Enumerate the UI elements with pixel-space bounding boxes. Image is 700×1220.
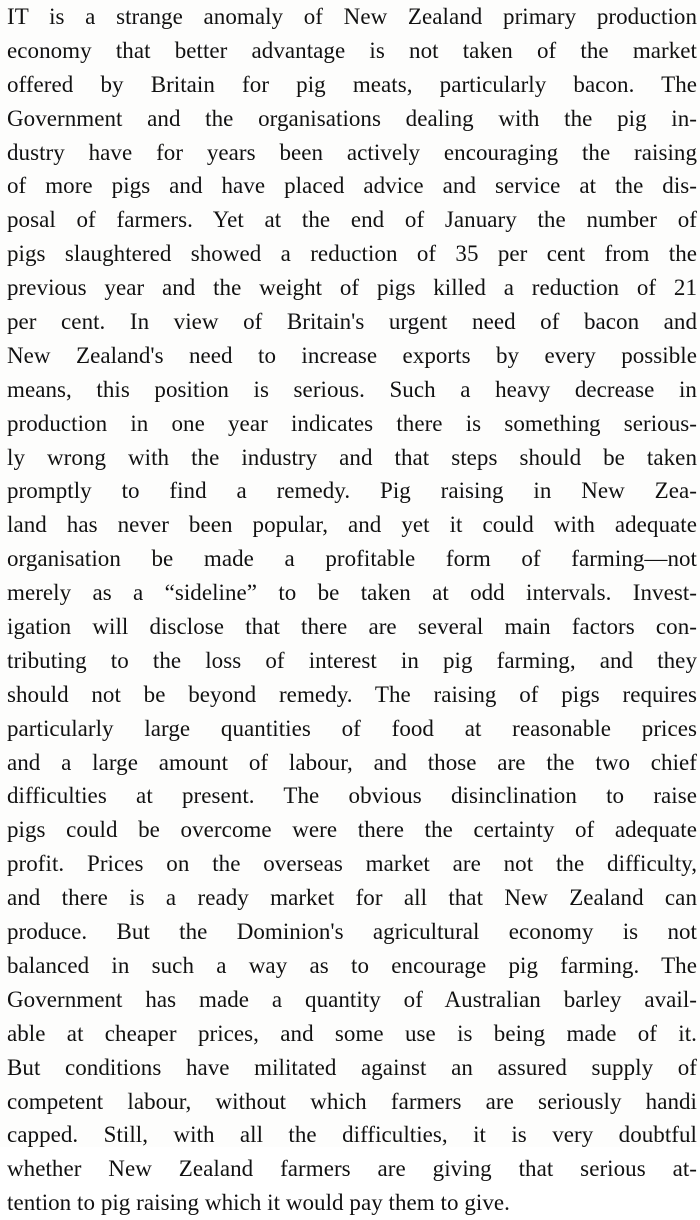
article-line: previous year and the weight of pigs killed a reduction of 21 (7, 275, 697, 301)
article-line: dustry have for years been actively encouraging the raising (7, 139, 697, 165)
article-line: Government and the organisations dealing with the pig in- (7, 105, 697, 131)
article-line: promptly to find a remedy. Pig raising in New Zea- (7, 478, 697, 504)
article-line: merely as a “sideline” to be taken at odd intervals. Invest- (7, 580, 697, 606)
article-line: competent labour, without which farmers are seriously handi (7, 1088, 697, 1114)
article-line: Government has made a quantity of Australian barley avail- (7, 986, 697, 1012)
article-line: of more pigs and have placed advice and service at the dis- (7, 173, 697, 199)
article-line: tention to pig raising which it would pay them to give. (7, 1190, 510, 1216)
article-line: pigs could be overcome were there the certainty of adequate (7, 817, 697, 843)
article-line: per cent. In view of Britain's urgent need of bacon and (7, 309, 697, 335)
article-line: capped. Still, with all the difficulties, it is very doubtful (7, 1122, 697, 1148)
article-line: IT is a strange anomaly of New Zealand primary production (7, 4, 697, 29)
article-line: offered by Britain for pig meats, particularly bacon. The (7, 71, 697, 97)
article-line: should not be beyond remedy. The raising of pigs requires (7, 681, 697, 707)
article-line: balanced in such a way as to encourage pig farming. The (7, 952, 697, 978)
article-line: organisation be made a profitable form of farming—not (7, 546, 697, 572)
article-line: pigs slaughtered showed a reduction of 35 per cent from the (7, 241, 697, 267)
article-line: posal of farmers. Yet at the end of January the number of (7, 207, 697, 233)
article-line: means, this position is serious. Such a heavy decrease in (7, 376, 697, 402)
article-line: profit. Prices on the overseas market are not the difficulty, (7, 851, 697, 877)
article-column (7, 0, 697, 1220)
article-line: able at cheaper prices, and some use is being made of it. (7, 1020, 697, 1046)
article-line: New Zealand's need to increase exports by every possible (7, 342, 697, 368)
article-line: and a large amount of labour, and those are the two chief (7, 749, 697, 775)
article-line: land has never been popular, and yet it could with adequate (7, 512, 697, 538)
article-line: particularly large quantities of food at reasonable prices (7, 715, 697, 741)
article-line: tributing to the loss of interest in pig farming, and they (7, 647, 697, 673)
article-line: igation will disclose that there are several main factors con- (7, 614, 697, 640)
article-line: ly wrong with the industry and that steps should be taken (7, 444, 697, 470)
article-line: difficulties at present. The obvious disinclination to raise (7, 783, 697, 809)
article-line: production in one year indicates there is something serious- (7, 410, 697, 436)
article-line: But conditions have militated against an assured supply of (7, 1054, 697, 1080)
article-line: whether New Zealand farmers are giving that serious at- (7, 1156, 697, 1182)
article-line: produce. But the Dominion's agricultural economy is not (7, 919, 697, 945)
article-line: economy that better advantage is not taken of the market (7, 37, 697, 63)
article-line: and there is a ready market for all that New Zealand can (7, 885, 697, 911)
